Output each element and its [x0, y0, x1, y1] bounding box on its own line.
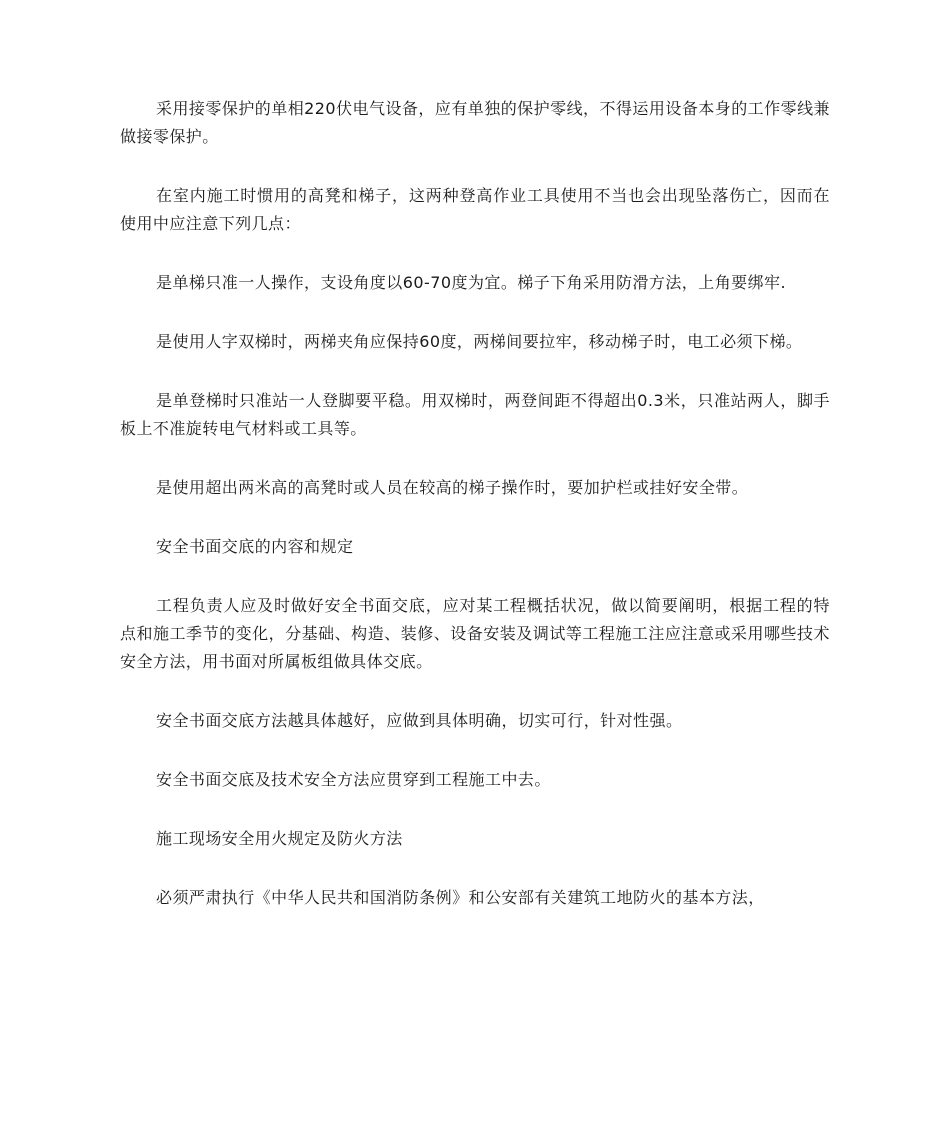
- paragraph-double-ladder: 是使用人字双梯时，两梯夹角应保持60度，两梯间要拉牢，移动梯子时，电工必须下梯。: [156, 332, 803, 351]
- paragraph-grounded-equipment: 采用接零保护的单相220伏电气设备，应有单独的保护零线，不得运用设备本身的工作零线兼做接零保护。: [120, 99, 830, 146]
- document-body: [120, 95, 830, 943]
- paragraph-briefing-responsibility: 工程负责人应及时做好安全书面交底，应对某工程概括状况，做以简要阐明，根据工程的特点和施工季节的变化，分基础、构造、装修、设备安装及调试等工程施工注应注意或采用哪些技术安全方法，用书面对所属板组做具体交底。: [120, 596, 830, 671]
- paragraph-fire-regulations: 必须严肃执行《中华人民共和国消防条例》和公安部有关建筑工地防火的基本方法，: [156, 888, 765, 907]
- paragraph-step-ladder: 是单登梯时只准站一人登脚要平稳。用双梯时，两登间距不得超出0.3米，只准站两人，脚手板上不准旋转电气材料或工具等。: [120, 391, 830, 438]
- paragraph-ladder-intro: 在室内施工时惯用的高凳和梯子，这两种登高作业工具使用不当也会出现坠落伤亡，因而在使用中应注意下列几点：: [120, 186, 830, 233]
- paragraph-single-ladder: 是单梯只准一人操作，支设角度以60-70度为宜。梯子下角采用防滑方法，上角要绑牢.: [156, 273, 787, 292]
- section-heading-fire-safety: 施工现场安全用火规定及防火方法: [156, 829, 403, 848]
- paragraph-high-stool: 是使用超出两米高的高凳时或人员在较高的梯子操作时，要加护栏或挂好安全带。: [156, 478, 749, 497]
- paragraph-briefing-throughout: 安全书面交底及技术安全方法应贯穿到工程施工中去。: [156, 770, 551, 789]
- section-heading-safety-briefing: 安全书面交底的内容和规定: [156, 537, 354, 556]
- paragraph-briefing-specific: 安全书面交底方法越具体越好，应做到具体明确，切实可行，针对性强。: [156, 711, 683, 730]
